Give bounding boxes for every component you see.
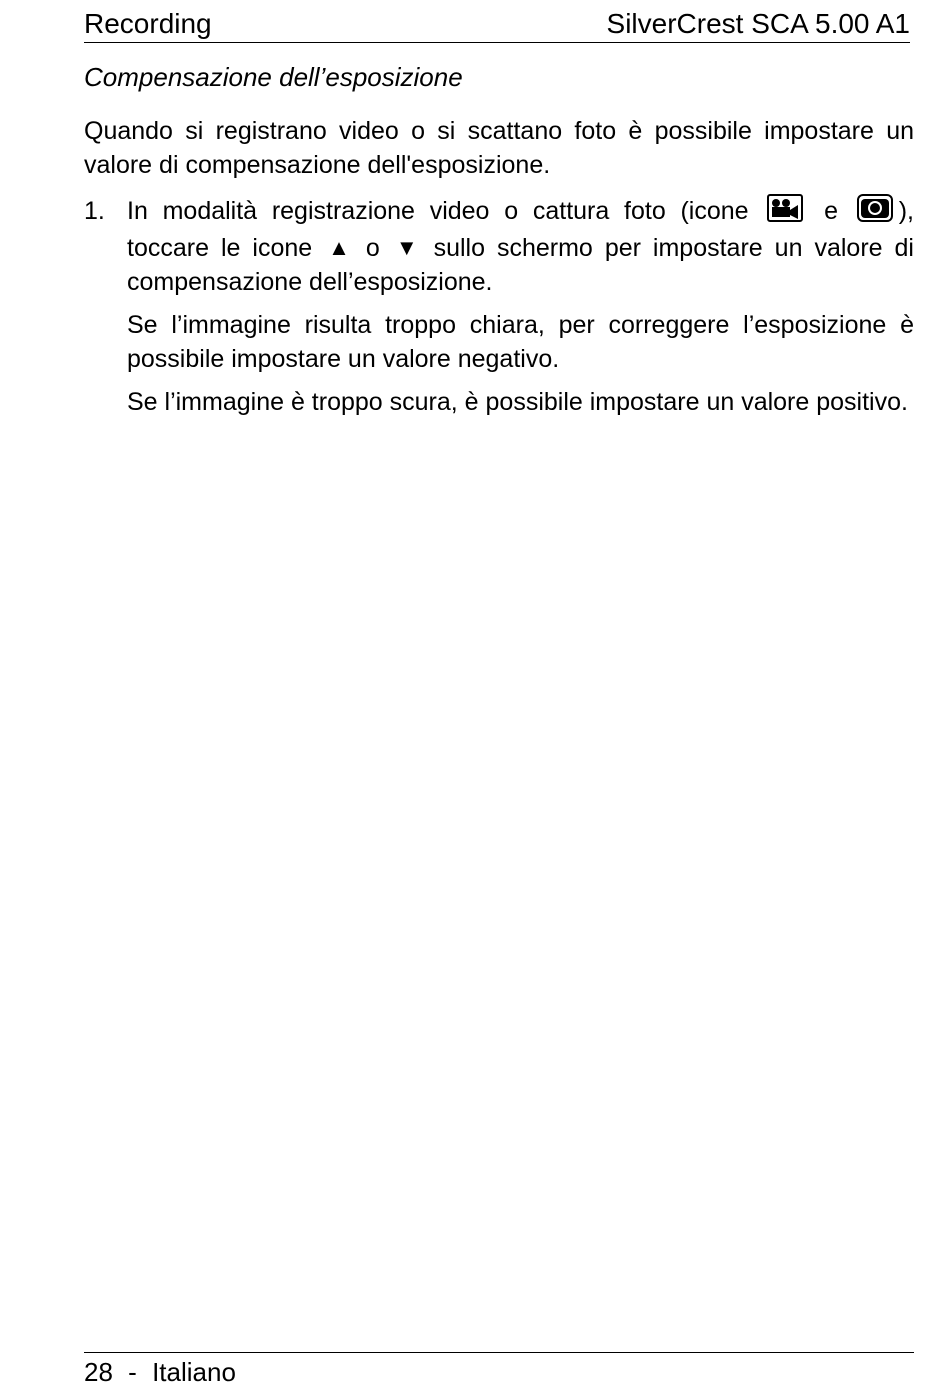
page-header bbox=[84, 6, 910, 43]
footer-language: Italiano bbox=[152, 1357, 236, 1387]
intro-paragraph: Quando si registrano video o si scattano foto è possibile impostare un valore di compensazione dell'esposizione. bbox=[84, 117, 914, 179]
step-body bbox=[127, 194, 914, 419]
section-title: Compensazione dell’esposizione bbox=[84, 62, 463, 92]
step-paragraph-3: Se l’immagine è troppo scura, è possibile impostare un valore positivo. bbox=[127, 388, 908, 416]
header-section: Recording bbox=[84, 8, 212, 39]
conjunction-o: o bbox=[365, 234, 380, 262]
photo-camera-icon bbox=[857, 194, 893, 231]
step-text-part4: sullo schermo per impostare un valore di compensazione dell’esposizione. bbox=[127, 234, 914, 296]
step-text-part2: ), bbox=[898, 197, 914, 225]
page-number: 28 bbox=[84, 1357, 113, 1387]
step-paragraph-1 bbox=[127, 194, 914, 299]
down-triangle-icon: ▼ bbox=[395, 235, 418, 260]
step-paragraph-2: Se l’immagine risulta troppo chiara, per correggere l’esposizione è possibile impostare un valore negativo. bbox=[127, 311, 914, 373]
step-number: 1. bbox=[84, 197, 105, 225]
step-text-part3: toccare le icone bbox=[127, 234, 313, 262]
footer-separator: - bbox=[128, 1357, 137, 1387]
page-footer bbox=[84, 1352, 914, 1389]
step-1 bbox=[84, 194, 914, 428]
up-triangle-icon: ▲ bbox=[328, 235, 350, 260]
conjunction-e: e bbox=[824, 197, 838, 225]
video-camera-icon bbox=[767, 194, 803, 231]
step-text-part1: In modalità registrazione video o cattura foto (icone bbox=[127, 197, 749, 225]
header-product: SilverCrest SCA 5.00 A1 bbox=[606, 8, 910, 39]
